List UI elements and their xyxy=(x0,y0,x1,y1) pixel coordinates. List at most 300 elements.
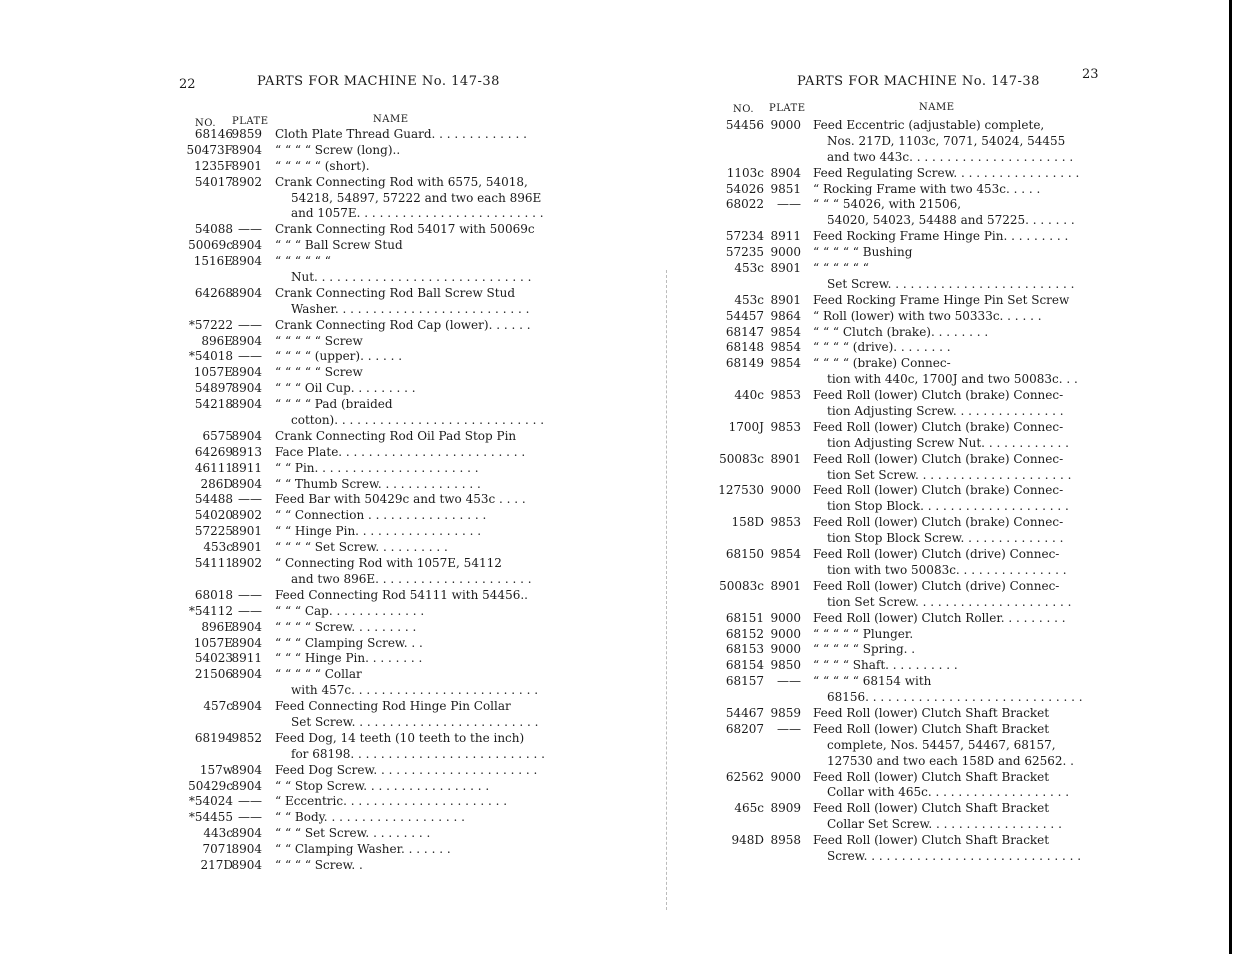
list-item xyxy=(0,477,620,493)
part-name: tion Set Screw. . . . . . . . . . . . . . . . . . . . . xyxy=(827,594,1072,609)
page-title: PARTS FOR MACHINE No. 147-38 xyxy=(257,74,500,89)
part-name: “ “ “ Clutch (brake). . . . . . . . xyxy=(813,324,989,339)
plate-number: 8904 xyxy=(231,826,262,841)
part-name: “ “ “ “ Screw. . . . . . . . . xyxy=(275,619,417,634)
plate-number: 8911 xyxy=(770,229,801,244)
part-name: 54218, 54897, 57222 and two each 896E xyxy=(291,190,542,205)
plate-number: 8904 xyxy=(231,365,262,380)
page-number: 23 xyxy=(1082,67,1099,82)
list-item xyxy=(0,779,620,795)
part-number: 68194 xyxy=(194,730,233,745)
part-number: 68022 xyxy=(725,197,764,212)
column-header-plate: PLATE xyxy=(232,116,269,127)
list-item xyxy=(0,842,620,858)
part-name: Feed Roll (lower) Clutch Shaft Bracket xyxy=(813,769,1050,784)
plate-number: 8901 xyxy=(770,451,801,466)
plate-number: 8901 xyxy=(770,578,801,593)
part-name: “ Roll (lower) with two 50333c. . . . . . xyxy=(813,308,1042,323)
part-name: “ Connecting Rod with 1057E, 54112 xyxy=(275,556,502,571)
list-item-continuation xyxy=(620,468,1235,484)
list-item xyxy=(0,254,620,270)
list-item xyxy=(0,238,620,254)
part-number: 7071 xyxy=(202,842,233,857)
plate-number: 8902 xyxy=(231,174,262,189)
part-name: “ “ “ “ “ “ xyxy=(813,261,869,276)
list-item xyxy=(0,445,620,461)
plate-number: 8958 xyxy=(770,833,801,848)
plate-number: 8904 xyxy=(231,142,262,157)
list-item xyxy=(0,365,620,381)
list-item xyxy=(0,429,620,445)
part-name: “ “ Clamping Washer. . . . . . . xyxy=(275,842,451,857)
list-item xyxy=(620,118,1235,134)
plate-number: 9000 xyxy=(770,610,801,625)
list-item xyxy=(0,651,620,667)
part-name: Feed Roll (lower) Clutch (brake) Connec- xyxy=(813,451,1064,466)
part-number: 68157 xyxy=(725,674,764,689)
list-item-continuation xyxy=(620,150,1235,166)
part-number: 1516E xyxy=(193,254,233,269)
part-number: 68151 xyxy=(725,610,764,625)
plate-number: —— xyxy=(777,674,801,689)
plate-number: 9851 xyxy=(770,181,801,196)
part-name: Feed Roll (lower) Clutch Shaft Bracket xyxy=(813,801,1050,816)
part-number: 1235F xyxy=(194,158,233,173)
parts-list xyxy=(0,127,620,874)
part-name: tion Adjusting Screw Nut. . . . . . . . . . . . xyxy=(827,435,1069,450)
part-name: “ “ “ “ (upper). . . . . . xyxy=(275,349,403,364)
part-name: Feed Connecting Rod Hinge Pin Collar xyxy=(275,699,511,714)
list-item xyxy=(620,182,1235,198)
part-number: *54024 xyxy=(188,794,233,809)
plate-number: 9850 xyxy=(770,658,801,673)
plate-number: —— xyxy=(238,587,262,602)
parts-list xyxy=(620,118,1235,865)
part-number: 54026 xyxy=(725,181,764,196)
list-item-continuation xyxy=(620,563,1235,579)
part-name: “ “ “ “ “ Screw xyxy=(275,333,363,348)
plate-number: 8913 xyxy=(231,444,262,459)
list-item xyxy=(0,349,620,365)
part-name: “ Eccentric. . . . . . . . . . . . . . . . . . . . . . xyxy=(275,794,508,809)
list-item xyxy=(0,318,620,334)
list-item xyxy=(620,452,1235,468)
list-item xyxy=(0,588,620,604)
part-name: Feed Roll (lower) Clutch Shaft Bracket xyxy=(813,721,1050,736)
plate-number: 9854 xyxy=(770,340,801,355)
list-item xyxy=(0,492,620,508)
plate-number: 8904 xyxy=(231,778,262,793)
part-name: cotton). . . . . . . . . . . . . . . . . . . . . . . . . . . . xyxy=(291,413,545,428)
plate-number: 8904 xyxy=(231,699,262,714)
part-number: 68153 xyxy=(725,642,764,657)
part-number: 1700J xyxy=(728,419,764,434)
list-item xyxy=(620,706,1235,722)
list-item-continuation xyxy=(620,817,1235,833)
list-item-continuation xyxy=(0,191,620,207)
part-name: tion Stop Block. . . . . . . . . . . . . . . . . . . . xyxy=(827,499,1069,514)
part-name: “ “ “ “ “ Screw xyxy=(275,365,363,380)
part-name: “ “ “ Clamping Screw. . . xyxy=(275,635,423,650)
part-number: 62562 xyxy=(725,769,764,784)
part-number: 50083c xyxy=(719,451,764,466)
list-item xyxy=(0,175,620,191)
list-item xyxy=(620,420,1235,436)
part-name: “ “ “ “ Screw. . xyxy=(275,857,363,872)
part-name: Crank Connecting Rod Ball Screw Stud xyxy=(275,285,515,300)
part-number: 50473F xyxy=(186,142,233,157)
plate-number: 9000 xyxy=(770,118,801,132)
plate-number: —— xyxy=(238,810,262,825)
part-number: 50429c xyxy=(188,778,233,793)
part-number: 68150 xyxy=(725,547,764,562)
list-item xyxy=(620,722,1235,738)
list-item xyxy=(0,636,620,652)
list-item-continuation xyxy=(620,690,1235,706)
list-item xyxy=(620,245,1235,261)
list-item xyxy=(620,483,1235,499)
part-number: 54467 xyxy=(725,705,764,720)
part-number: 68148 xyxy=(725,340,764,355)
part-number: 54897 xyxy=(194,381,233,396)
part-name: Feed Roll (lower) Clutch (drive) Connec- xyxy=(813,578,1060,593)
plate-number: 8904 xyxy=(231,667,262,682)
part-name: “ “ Stop Screw. . . . . . . . . . . . . . . . . xyxy=(275,778,490,793)
page-title: PARTS FOR MACHINE No. 147-38 xyxy=(797,74,1040,89)
part-number: 443c xyxy=(203,826,233,841)
list-item-continuation xyxy=(0,572,620,588)
part-name: “ “ “ “ Shaft. . . . . . . . . . xyxy=(813,658,958,673)
plate-number: 9853 xyxy=(770,515,801,530)
part-number: 54111 xyxy=(194,556,233,571)
list-item xyxy=(0,604,620,620)
part-number: 453c xyxy=(203,540,233,555)
plate-number: 9000 xyxy=(770,769,801,784)
plate-number: 8904 xyxy=(231,428,262,443)
list-item xyxy=(0,540,620,556)
list-item xyxy=(0,508,620,524)
plate-number: —— xyxy=(777,721,801,736)
column-header-name: NAME xyxy=(919,102,955,113)
plate-number: 8904 xyxy=(231,842,262,857)
part-number: 6575 xyxy=(202,428,233,443)
plate-number: 8904 xyxy=(231,635,262,650)
part-name: and two 896E. . . . . . . . . . . . . . . . . . . . . xyxy=(291,571,532,586)
part-name: “ Rocking Frame with two 453c. . . . . xyxy=(813,181,1041,196)
part-name: Collar with 465c. . . . . . . . . . . . . . . . . . . xyxy=(827,785,1070,800)
part-number: 21506 xyxy=(194,667,233,682)
plate-number: 8902 xyxy=(231,508,262,523)
list-item xyxy=(0,620,620,636)
list-item xyxy=(620,340,1235,356)
list-item-continuation xyxy=(620,849,1235,865)
plate-number: 8901 xyxy=(231,524,262,539)
part-number: 54088 xyxy=(194,222,233,237)
plate-number: 8904 xyxy=(231,476,262,491)
plate-number: —— xyxy=(238,317,262,332)
part-number: 54023 xyxy=(194,651,233,666)
plate-number: 9859 xyxy=(231,127,262,141)
list-item xyxy=(620,642,1235,658)
list-item xyxy=(620,801,1235,817)
list-item xyxy=(0,381,620,397)
part-name: Crank Connecting Rod with 6575, 54018, xyxy=(275,174,528,189)
part-name: Feed Rocking Frame Hinge Pin Set Screw xyxy=(813,292,1070,307)
list-item-continuation xyxy=(620,499,1235,515)
list-item xyxy=(620,197,1235,213)
part-name: “ “ “ “ “ Collar xyxy=(275,667,362,682)
list-item xyxy=(620,627,1235,643)
part-number: 57234 xyxy=(725,229,764,244)
plate-number: 8904 xyxy=(231,254,262,269)
part-number: 50069c xyxy=(188,238,233,253)
part-name: “ “ “ “ “ Spring. . xyxy=(813,642,916,657)
part-name: “ “ Hinge Pin. . . . . . . . . . . . . . . . . xyxy=(275,524,482,539)
plate-number: 9000 xyxy=(770,626,801,641)
list-item-continuation xyxy=(0,302,620,318)
list-item-continuation xyxy=(0,683,620,699)
part-name: Feed Roll (lower) Clutch Shaft Bracket xyxy=(813,705,1050,720)
list-item-continuation xyxy=(620,134,1235,150)
plate-number: 8904 xyxy=(231,857,262,872)
part-name: 68156. . . . . . . . . . . . . . . . . . . . . . . . . . . . . xyxy=(827,690,1083,705)
list-item xyxy=(0,143,620,159)
part-number: 54017 xyxy=(194,174,233,189)
binding-edge xyxy=(1229,0,1232,954)
part-name: “ “ “ Oil Cup. . . . . . . . . xyxy=(275,381,416,396)
part-number: *57222 xyxy=(188,317,233,332)
plate-number: —— xyxy=(238,794,262,809)
part-name: Face Plate. . . . . . . . . . . . . . . . . . . . . . . . . xyxy=(275,444,526,459)
part-name: Screw. . . . . . . . . . . . . . . . . . . . . . . . . . . . . xyxy=(827,848,1082,863)
list-item xyxy=(620,770,1235,786)
part-name: Feed Bar with 50429c and two 453c . . . . xyxy=(275,492,526,507)
plate-number: —— xyxy=(238,349,262,364)
part-name: with 457c. . . . . . . . . . . . . . . . . . . . . . . . . xyxy=(291,683,539,698)
list-item xyxy=(0,286,620,302)
part-name: Set Screw. . . . . . . . . . . . . . . . . . . . . . . . . xyxy=(291,714,539,729)
plate-number: 9000 xyxy=(770,245,801,260)
plate-number: —— xyxy=(238,222,262,237)
list-item xyxy=(0,699,620,715)
list-item xyxy=(620,293,1235,309)
part-name: 54020, 54023, 54488 and 57225. . . . . . . xyxy=(827,213,1075,228)
part-number: 465c xyxy=(734,801,764,816)
part-name: “ “ “ “ (brake) Connec- xyxy=(813,356,951,371)
part-name: “ “ “ Cap. . . . . . . . . . . . . xyxy=(275,603,425,618)
plate-number: 9000 xyxy=(770,642,801,657)
plate-number: 9854 xyxy=(770,356,801,371)
part-number: *54018 xyxy=(188,349,233,364)
part-number: 68154 xyxy=(725,658,764,673)
part-name: Feed Dog, 14 teeth (10 teeth to the inch) xyxy=(275,730,525,745)
list-item xyxy=(0,461,620,477)
part-name: “ “ Thumb Screw. . . . . . . . . . . . . . xyxy=(275,476,481,491)
part-number: 1057E xyxy=(193,365,233,380)
list-item xyxy=(620,515,1235,531)
list-item-continuation xyxy=(0,413,620,429)
plate-number: 8904 xyxy=(231,285,262,300)
part-name: and 1057E. . . . . . . . . . . . . . . . . . . . . . . . . xyxy=(291,206,544,221)
part-name: “ “ “ “ Screw (long).. xyxy=(275,142,401,157)
part-name: Nos. 217D, 1103c, 7071, 54024, 54455 xyxy=(827,133,1066,148)
list-item-continuation xyxy=(620,277,1235,293)
part-name: Feed Roll (lower) Clutch (brake) Connec- xyxy=(813,388,1064,403)
part-name: “ “ “ “ Set Screw. . . . . . . . . . xyxy=(275,540,448,555)
list-item xyxy=(0,556,620,572)
part-number: 440c xyxy=(734,388,764,403)
part-name: “ “ Body. . . . . . . . . . . . . . . . . . . xyxy=(275,810,465,825)
list-item xyxy=(620,611,1235,627)
part-name: Feed Connecting Rod 54111 with 54456.. xyxy=(275,587,528,602)
list-item-continuation xyxy=(620,595,1235,611)
part-number: 54020 xyxy=(194,508,233,523)
plate-number: 8911 xyxy=(231,460,262,475)
part-name: and two 443c. . . . . . . . . . . . . . . . . . . . . . xyxy=(827,149,1074,164)
part-number: 68146 xyxy=(194,127,233,141)
part-number: 896E xyxy=(201,333,233,348)
part-name: 127530 and two each 158D and 62562. . xyxy=(827,753,1074,768)
list-item-continuation xyxy=(620,785,1235,801)
part-name: Feed Roll (lower) Clutch Shaft Bracket xyxy=(813,833,1050,848)
part-name: “ “ “ Ball Screw Stud xyxy=(275,238,403,253)
list-item xyxy=(620,658,1235,674)
part-name: Washer. . . . . . . . . . . . . . . . . . . . . . . . . . xyxy=(291,301,530,316)
part-name: Feed Eccentric (adjustable) complete, xyxy=(813,118,1045,132)
part-number: 64269 xyxy=(194,444,233,459)
part-name: tion with 440c, 1700J and two 50083c. . . xyxy=(827,372,1078,387)
part-name: Feed Roll (lower) Clutch (brake) Connec- xyxy=(813,483,1064,498)
plate-number: 8904 xyxy=(231,381,262,396)
plate-number: 9852 xyxy=(231,730,262,745)
plate-number: 8904 xyxy=(231,762,262,777)
list-item-continuation xyxy=(0,747,620,763)
plate-number: 8904 xyxy=(231,397,262,412)
part-number: 1103c xyxy=(726,165,764,180)
column-header-no: NO. xyxy=(733,104,755,115)
part-name: “ “ “ “ “ Bushing xyxy=(813,245,913,260)
part-name: Cloth Plate Thread Guard. . . . . . . . . . . . . xyxy=(275,127,527,141)
list-item xyxy=(0,222,620,238)
list-item xyxy=(0,159,620,175)
column-header-name: NAME xyxy=(373,114,409,125)
part-number: 57225 xyxy=(194,524,233,539)
part-number: 54456 xyxy=(725,118,764,132)
part-name: “ “ “ “ “ “ xyxy=(275,254,331,269)
part-name: Feed Roll (lower) Clutch (brake) Connec- xyxy=(813,419,1064,434)
list-item-continuation xyxy=(620,754,1235,770)
part-number: *54112 xyxy=(188,603,233,618)
part-name: Nut. . . . . . . . . . . . . . . . . . . . . . . . . . . . . xyxy=(291,270,532,285)
list-item xyxy=(0,810,620,826)
part-name: “ “ “ “ Pad (braided xyxy=(275,397,393,412)
part-number: *54455 xyxy=(188,810,233,825)
list-item xyxy=(0,397,620,413)
part-number: 54488 xyxy=(194,492,233,507)
list-item xyxy=(0,524,620,540)
plate-number: —— xyxy=(777,197,801,212)
list-item-continuation xyxy=(0,270,620,286)
list-item xyxy=(620,229,1235,245)
list-item xyxy=(620,325,1235,341)
part-name: “ “ “ “ (drive). . . . . . . . xyxy=(813,340,951,355)
list-item xyxy=(620,166,1235,182)
part-name: Feed Dog Screw. . . . . . . . . . . . . . . . . . . . . . xyxy=(275,762,538,777)
part-number: 50083c xyxy=(719,578,764,593)
part-name: for 68198. . . . . . . . . . . . . . . . . . . . . . . . . . xyxy=(291,746,545,761)
part-number: 46111 xyxy=(194,460,233,475)
list-item xyxy=(620,309,1235,325)
plate-number: 8902 xyxy=(231,556,262,571)
part-number: 54457 xyxy=(725,308,764,323)
list-item-continuation xyxy=(620,372,1235,388)
part-name: Collar Set Screw. . . . . . . . . . . . . . . . . . xyxy=(827,817,1062,832)
list-item xyxy=(620,388,1235,404)
plate-number: 9864 xyxy=(770,308,801,323)
list-item xyxy=(620,579,1235,595)
plate-number: 8904 xyxy=(770,165,801,180)
part-name: “ “ “ “ “ (short). xyxy=(275,158,370,173)
part-number: 217D xyxy=(200,857,233,872)
part-name: complete, Nos. 54457, 54467, 68157, xyxy=(827,737,1056,752)
list-item xyxy=(620,261,1235,277)
list-item xyxy=(0,667,620,683)
part-number: 157w xyxy=(199,762,233,777)
part-number: 68147 xyxy=(725,324,764,339)
list-item-continuation xyxy=(620,404,1235,420)
plate-number: 9854 xyxy=(770,324,801,339)
list-item-continuation xyxy=(0,206,620,222)
plate-number: 9853 xyxy=(770,419,801,434)
part-number: 68149 xyxy=(725,356,764,371)
part-number: 1057E xyxy=(193,635,233,650)
list-item xyxy=(620,833,1235,849)
part-name: “ “ Pin. . . . . . . . . . . . . . . . . . . . . . xyxy=(275,460,479,475)
list-item xyxy=(0,127,620,143)
part-number: 286D xyxy=(200,476,233,491)
part-name: “ “ “ Set Screw. . . . . . . . . xyxy=(275,826,431,841)
part-name: tion Stop Block Screw. . . . . . . . . . . . . . xyxy=(827,531,1064,546)
column-header-plate: PLATE xyxy=(769,103,806,114)
part-name: Feed Roll (lower) Clutch Roller. . . . . . . . . xyxy=(813,610,1066,625)
plate-number: 8901 xyxy=(231,540,262,555)
part-name: “ “ “ “ “ 68154 with xyxy=(813,674,932,689)
part-number: 68152 xyxy=(725,626,764,641)
part-name: tion Set Screw. . . . . . . . . . . . . . . . . . . . . xyxy=(827,467,1072,482)
plate-number: 8904 xyxy=(231,619,262,634)
list-item xyxy=(0,858,620,874)
list-item-continuation xyxy=(620,436,1235,452)
list-item xyxy=(0,763,620,779)
column-header-no: NO. xyxy=(195,118,217,129)
list-item xyxy=(620,547,1235,563)
list-item-continuation xyxy=(0,715,620,731)
part-number: 64268 xyxy=(194,285,233,300)
plate-number: 8901 xyxy=(231,158,262,173)
part-name: “ “ “ Hinge Pin. . . . . . . . xyxy=(275,651,423,666)
list-item xyxy=(0,731,620,747)
part-name: tion Adjusting Screw. . . . . . . . . . . . . . . xyxy=(827,404,1064,419)
plate-number: 8911 xyxy=(231,651,262,666)
part-number: 68207 xyxy=(725,721,764,736)
list-item xyxy=(0,334,620,350)
part-name: Feed Roll (lower) Clutch (brake) Connec- xyxy=(813,515,1064,530)
list-item xyxy=(0,826,620,842)
list-item-continuation xyxy=(620,531,1235,547)
part-name: Feed Rocking Frame Hinge Pin. . . . . . . . . xyxy=(813,229,1069,244)
plate-number: 9000 xyxy=(770,483,801,498)
part-name: Crank Connecting Rod Oil Pad Stop Pin xyxy=(275,428,517,443)
